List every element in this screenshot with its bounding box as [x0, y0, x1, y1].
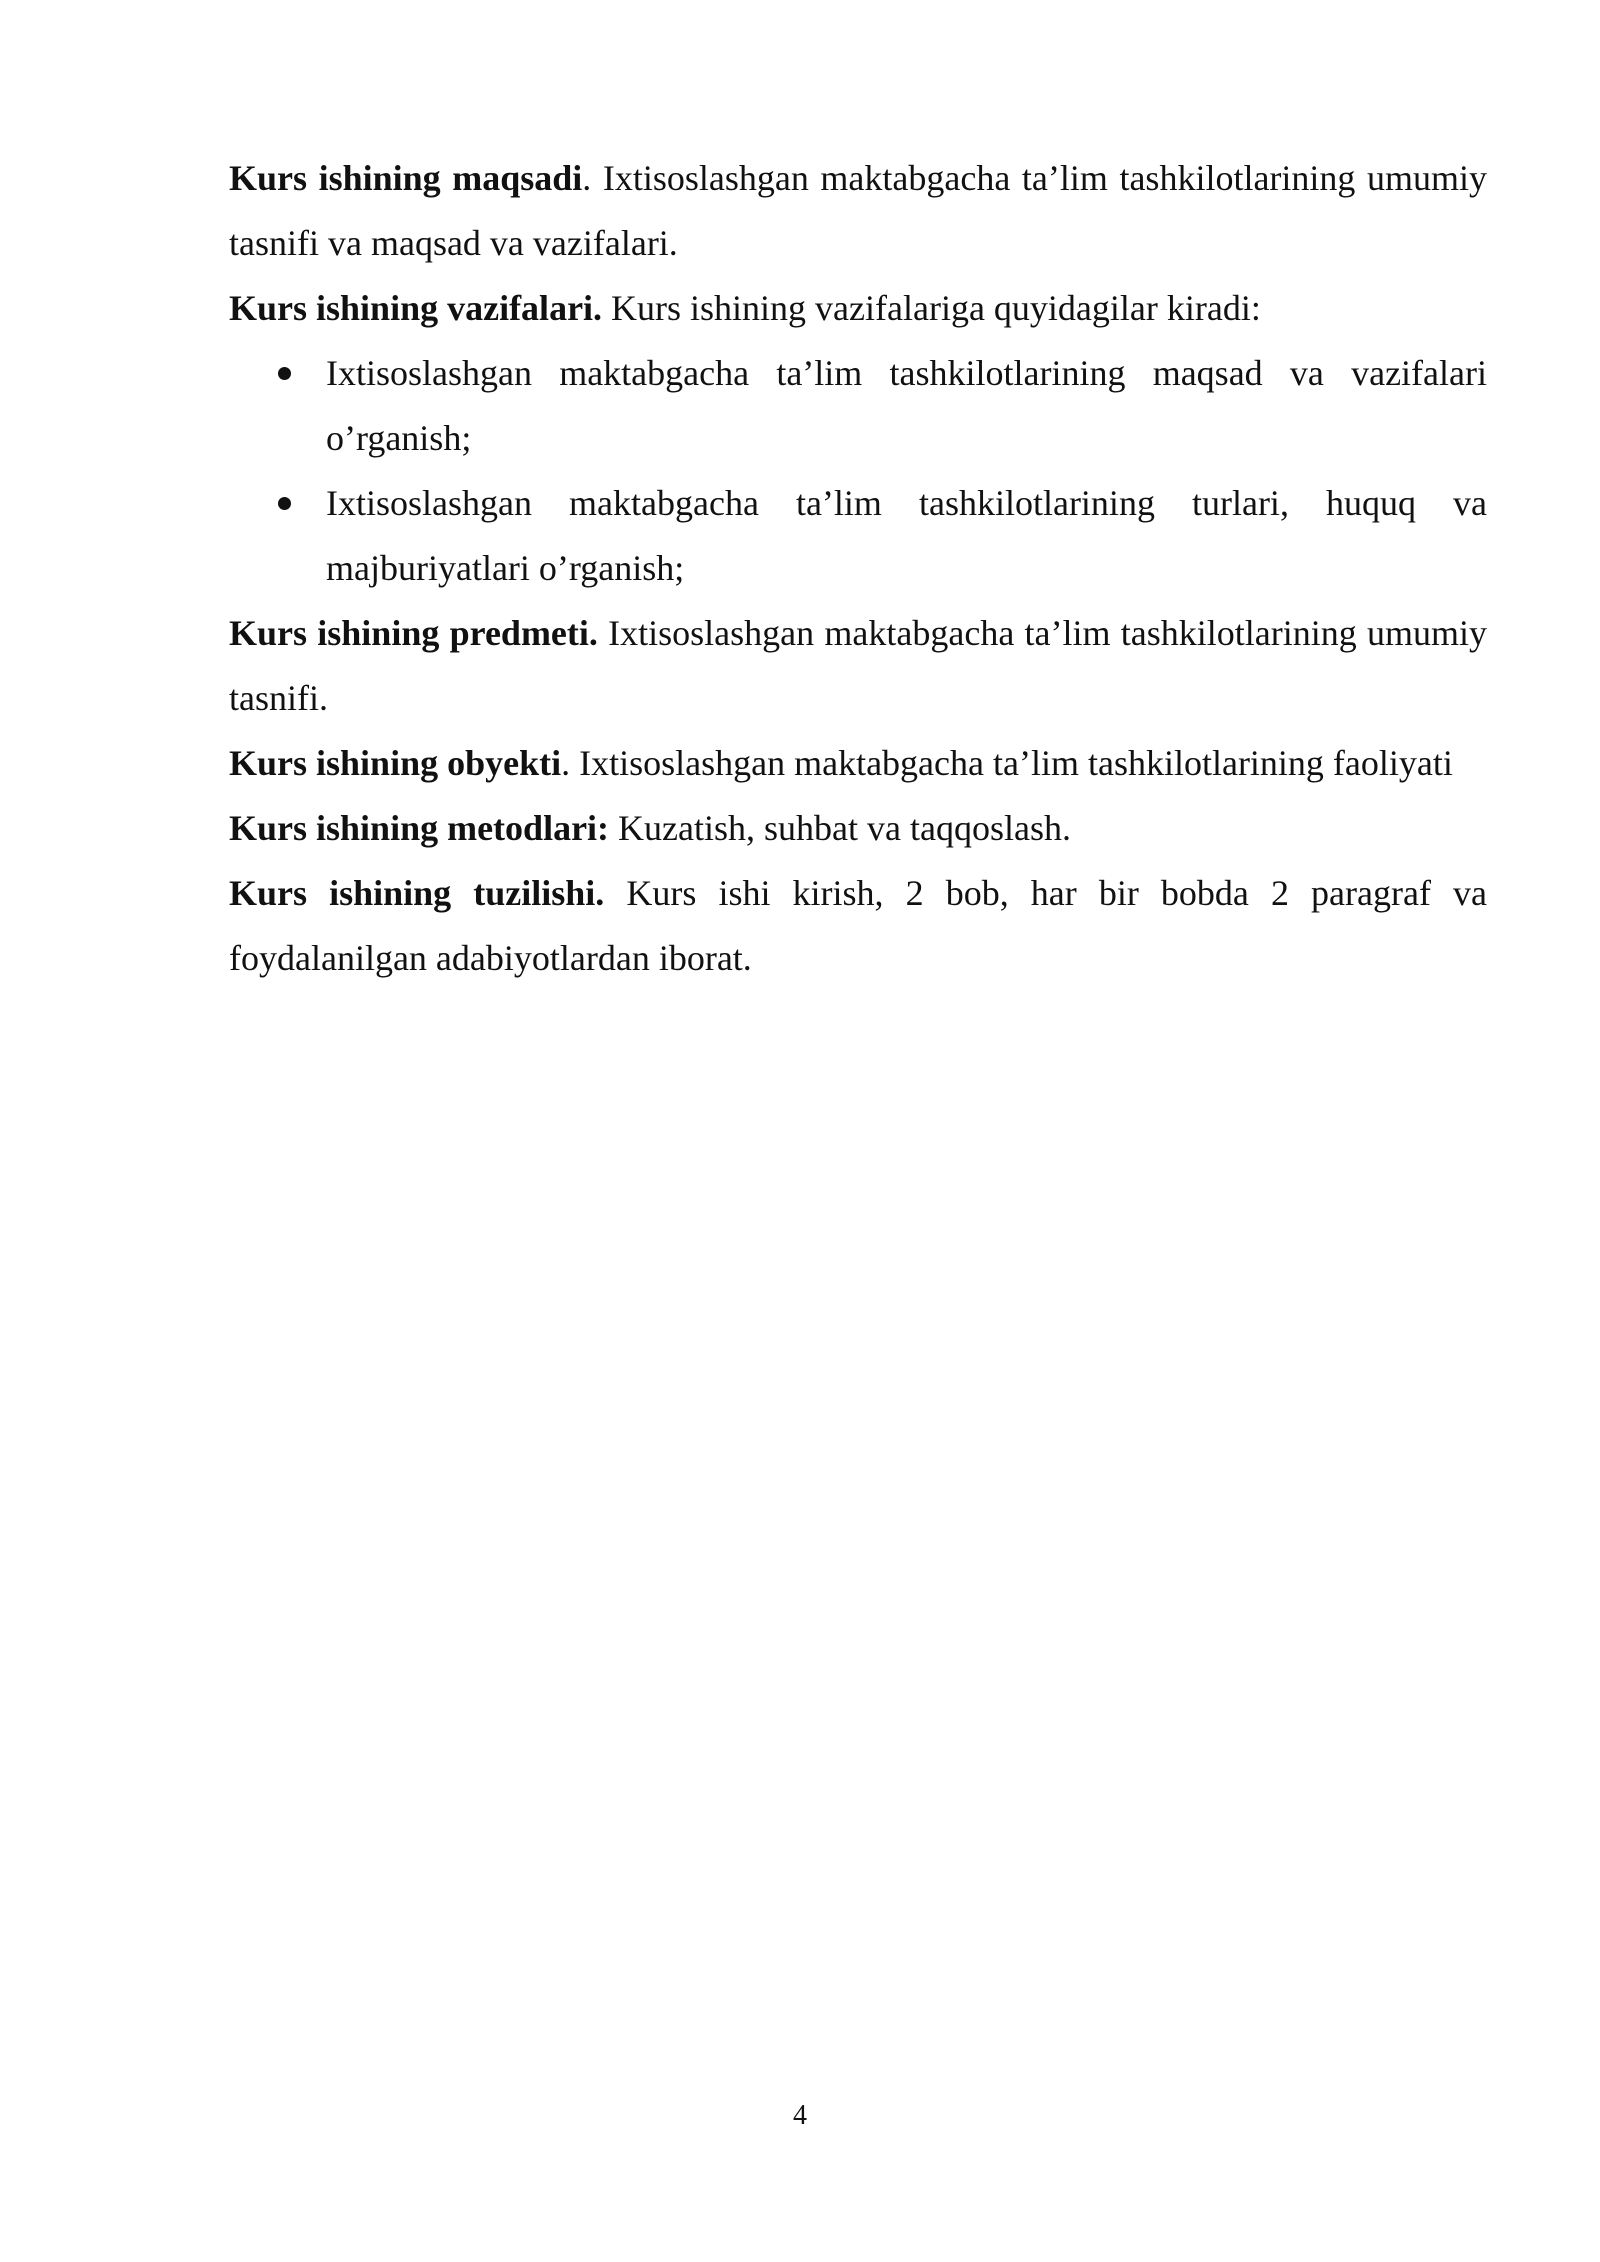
paragraph-methods	[229, 796, 1487, 861]
paragraph-text: Kurs ishining vazifalariga quyidagilar kiradi:	[611, 288, 1261, 328]
paragraph-heading: Kurs ishining obyekti	[229, 743, 562, 783]
paragraph-heading: Kurs ishining maqsadi	[229, 158, 583, 198]
paragraph-text: Ixtisoslashgan maktabgacha ta’lim tashkilotlarining faoliyati	[579, 743, 1453, 783]
paragraph-heading: Kurs ishining tuzilishi.	[229, 873, 605, 913]
paragraph-heading: Kurs ishining metodlari:	[229, 808, 610, 848]
heading-separator: .	[582, 158, 603, 198]
page-content	[229, 146, 1487, 991]
heading-separator	[604, 873, 626, 913]
bullet-icon	[278, 497, 291, 510]
list-item	[229, 341, 1487, 471]
paragraph-heading: Kurs ishining vazifalari.	[229, 288, 603, 328]
bullet-icon	[278, 367, 291, 380]
heading-separator	[598, 613, 608, 653]
paragraph-heading: Kurs ishining predmeti.	[229, 613, 598, 653]
list-item-text: Ixtisoslashgan maktabgacha ta’lim tashkilotlarining turlari, huquq va majburiyatlari o’rganish;	[326, 483, 1487, 588]
paragraph-tasks	[229, 276, 1487, 341]
paragraph-text: Kuzatish, suhbat va taqqoslash.	[618, 808, 1071, 848]
paragraph-object	[229, 731, 1487, 796]
paragraph-goal	[229, 146, 1487, 276]
task-list	[229, 341, 1487, 601]
list-item-text: Ixtisoslashgan maktabgacha ta’lim tashkilotlarining maqsad va vazifalari o’rganish;	[326, 353, 1487, 458]
page-number: 4	[793, 2100, 807, 2131]
paragraph-text: Ixtisoslashgan maktabgacha ta’lim tashkilotlarining umumiy tasnifi va maqsad va vazifalari.	[229, 158, 1488, 263]
list-item	[229, 471, 1487, 601]
paragraph-structure	[229, 861, 1487, 991]
heading-separator	[609, 808, 618, 848]
paragraph-subject	[229, 601, 1487, 731]
heading-separator	[602, 288, 611, 328]
paragraph-text: Kurs ishi kirish, 2 bob, har bir bobda 2 paragraf va foydalanilgan adabiyotlardan iborat.	[229, 873, 1488, 978]
heading-separator: .	[561, 743, 580, 783]
paragraph-text: Ixtisoslashgan maktabgacha ta’lim tashkilotlarining umumiy tasnifi.	[229, 613, 1488, 718]
